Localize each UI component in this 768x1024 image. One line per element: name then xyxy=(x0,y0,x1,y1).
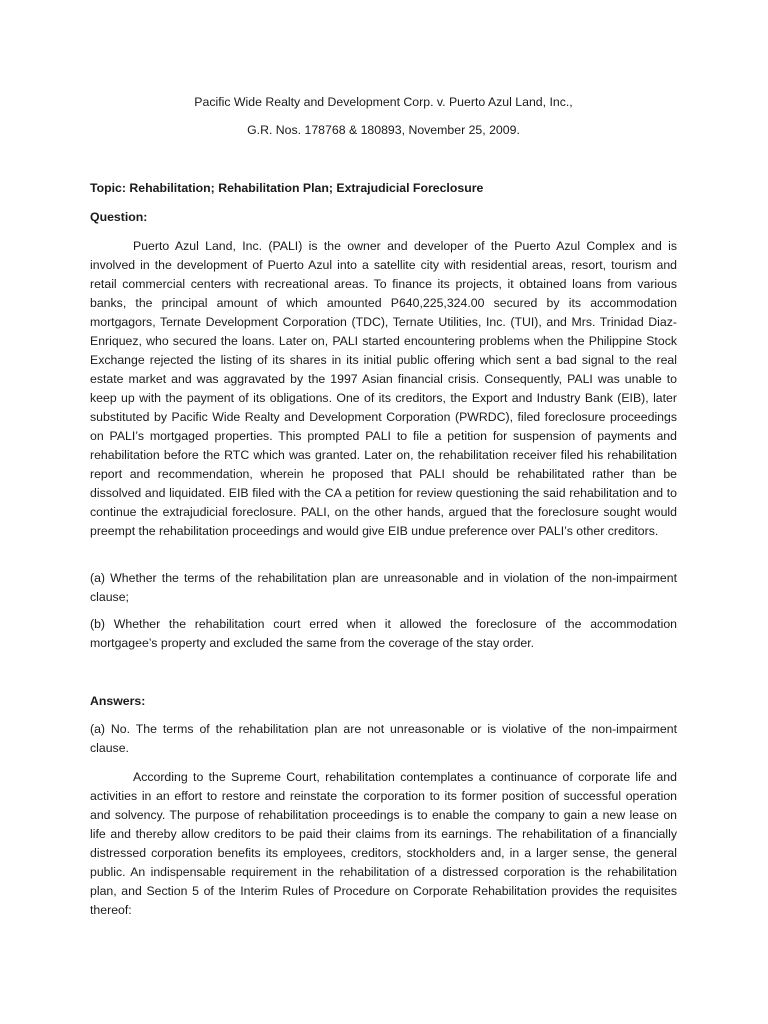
case-citation: G.R. Nos. 178768 & 180893, November 25, 2009. xyxy=(247,123,520,137)
issue-a: (a) Whether the terms of the rehabilitation plan are unreasonable and in violation of the non-impairment clause; xyxy=(90,571,677,604)
answer-paragraph: According to the Supreme Court, rehabilitation contemplates a continuance of corporate life and activities in an effort to restore and reinstate the corporation to its former position of successful operation and solvency. The purpose of rehabilitation proceedings is to enable the company to gain a new lease on life and thereby allow creditors to be paid their claims from its earnings. The rehabilitation of a financially distressed corporation benefits its employees, creditors, stockholders and, in a larger sense, the general public. An indispensable requirement in the rehabilitation of a distressed corporation is the rehabilitation plan, and Section 5 of the Interim Rules of Procedure on Corporate Rehabilitation provides the requisites thereof: xyxy=(90,770,677,917)
question-paragraph: Puerto Azul Land, Inc. (PALI) is the owner and developer of the Puerto Azul Complex and is involved in the development of Puerto Azul into a satellite city with residential areas, resort, tourism and retail commercial centers with recreational areas. To finance its projects, it obtained loans from various banks, the principal amount of which amounted P640,225,324.00 secured by its accommodation mortgagors, Ternate Development Corporation (TDC), Ternate Utilities, Inc. (TUI), and Mrs. Trinidad Diaz-Enriquez, who secured the loans. Later on, PALI started encountering problems when the Philippine Stock Exchange rejected the listing of its shares in its initial public offering which sent a bad signal to the real estate market and was aggravated by the 1997 Asian financial crisis. Consequently, PALI was unable to keep up with the payment of its obligations. One of its creditors, the Export and Industry Bank (EIB), later substituted by Pacific Wide Realty and Development Corporation (PWRDC), filed foreclosure proceedings on PALI’s mortgaged properties. This prompted PALI to file a petition for suspension of payments and rehabilitation before the RTC which was granted. Later on, the rehabilitation receiver filed his rehabilitation report and recommendation, wherein he proposed that PALI should be rehabilitated rather than be dissolved and liquidated. EIB filed with the CA a petition for review questioning the said rehabilitation and to continue the extrajudicial foreclosure. PALI, on the other hands, argued that the foreclosure sought would preempt the rehabilitation proceedings and would give EIB undue preference over PALI’s other creditors. xyxy=(90,239,677,538)
topic-heading: Topic: Rehabilitation; Rehabilitation Plan; Extrajudicial Foreclosure xyxy=(90,181,484,195)
case-title: Pacific Wide Realty and Development Corp. v. Puerto Azul Land, Inc., xyxy=(194,95,573,109)
answer-a: (a) No. The terms of the rehabilitation plan are not unreasonable or is violative of the non-impairment clause. xyxy=(90,722,677,755)
issue-b: (b) Whether the rehabilitation court erred when it allowed the foreclosure of the accommodation mortgagee’s property and excluded the same from the coverage of the stay order. xyxy=(90,617,677,650)
answers-heading: Answers: xyxy=(90,694,146,708)
question-heading: Question: xyxy=(90,210,148,224)
